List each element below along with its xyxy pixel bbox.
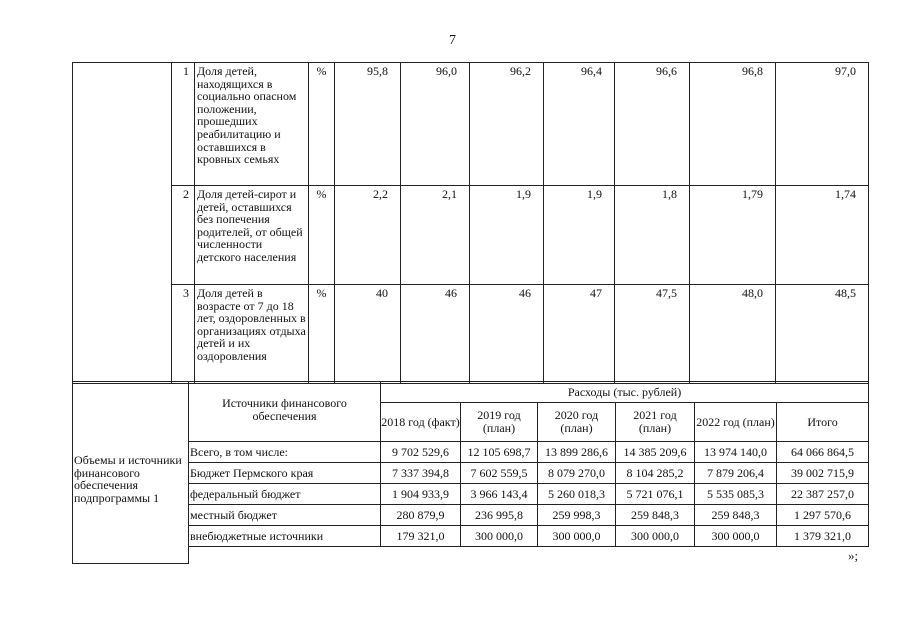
value-cell: 95,8: [335, 63, 401, 186]
indicator-name: Доля детей-сирот и детей, оставшихся без попечения родителей, от общей численности детского населения: [195, 186, 309, 285]
value-cell: 5 260 018,3: [538, 484, 616, 505]
value-cell: 96,2: [470, 63, 544, 186]
row-number: 1: [172, 63, 195, 186]
value-cell: 8 104 285,2: [616, 463, 695, 484]
unit-cell: %: [309, 63, 335, 186]
value-cell: 1 379 321,0: [777, 526, 869, 547]
table-row: [73, 463, 869, 484]
row-number: 3: [172, 285, 195, 384]
value-cell: 97,0: [776, 63, 869, 186]
value-cell: 280 879,9: [381, 505, 461, 526]
value-cell: 259 998,3: [538, 505, 616, 526]
value-cell: 14 385 209,6: [616, 442, 695, 463]
spacer-cell: [189, 547, 869, 564]
unit-cell: %: [309, 186, 335, 285]
table-row: [73, 547, 869, 564]
value-cell: 96,6: [615, 63, 690, 186]
closing-mark: »;: [848, 548, 859, 563]
source-label: федеральный бюджет: [189, 484, 381, 505]
value-cell: 1,74: [776, 186, 869, 285]
indicator-name: Доля детей, находящихся в социально опасном положении, прошедших реабилитацию и оставшихся в кровных семьях: [195, 63, 309, 186]
value-cell: 1 297 570,6: [777, 505, 869, 526]
table-row: [73, 442, 869, 463]
value-cell: 2,2: [335, 186, 401, 285]
value-cell: 39 002 715,9: [777, 463, 869, 484]
value-cell: 300 000,0: [538, 526, 616, 547]
value-cell: 13 974 140,0: [695, 442, 777, 463]
value-cell: 46: [470, 285, 544, 384]
value-cell: 259 848,3: [695, 505, 777, 526]
empty-cell: [73, 63, 172, 384]
indicator-name: Доля детей в возрасте от 7 до 18 лет, оздоровленных в организациях отдыха детей и их оздоровления: [195, 285, 309, 384]
value-cell: 5 721 076,1: [616, 484, 695, 505]
value-cell: 48,0: [690, 285, 776, 384]
page-number: 7: [449, 33, 456, 48]
value-cell: 1,9: [470, 186, 544, 285]
value-cell: 8 079 270,0: [538, 463, 616, 484]
value-cell: 1 904 933,9: [381, 484, 461, 505]
source-label: местный бюджет: [189, 505, 381, 526]
row-number: 2: [172, 186, 195, 285]
value-cell: 1,9: [544, 186, 615, 285]
year-header: 2022 год (план): [695, 403, 777, 442]
year-header: 2019 год (план): [461, 403, 538, 442]
value-cell: 259 848,3: [616, 505, 695, 526]
source-label: Бюджет Пермского края: [189, 463, 381, 484]
value-cell: 47,5: [615, 285, 690, 384]
table-row: [73, 285, 869, 384]
source-label: внебюджетные источники: [189, 526, 381, 547]
indicators-table: [72, 62, 869, 384]
value-cell: 96,4: [544, 63, 615, 186]
section-label: Объемы и источники финансового обеспечения подпрограммы 1: [73, 382, 189, 564]
value-cell: 40: [335, 285, 401, 384]
value-cell: 1,8: [615, 186, 690, 285]
table-row: [73, 484, 869, 505]
total-header: Итого: [777, 403, 869, 442]
table-row: [73, 186, 869, 285]
table-row: [73, 382, 869, 403]
value-cell: 179 321,0: [381, 526, 461, 547]
value-cell: 12 105 698,7: [461, 442, 538, 463]
expenses-header: Расходы (тыс. рублей): [381, 382, 869, 403]
value-cell: 2,1: [401, 186, 470, 285]
value-cell: 64 066 864,5: [777, 442, 869, 463]
value-cell: 300 000,0: [695, 526, 777, 547]
value-cell: 300 000,0: [461, 526, 538, 547]
year-header: 2018 год (факт): [381, 403, 461, 442]
value-cell: 48,5: [776, 285, 869, 384]
value-cell: 96,8: [690, 63, 776, 186]
table-row: [73, 63, 869, 186]
value-cell: 300 000,0: [616, 526, 695, 547]
value-cell: 13 899 286,6: [538, 442, 616, 463]
value-cell: 47: [544, 285, 615, 384]
year-header: 2021 год (план): [616, 403, 695, 442]
value-cell: 5 535 085,3: [695, 484, 777, 505]
finance-table: [72, 381, 869, 564]
sources-header: Источники финансового обеспечения: [189, 382, 381, 442]
value-cell: 7 602 559,5: [461, 463, 538, 484]
source-label: Всего, в том числе:: [189, 442, 381, 463]
table-row: [73, 526, 869, 547]
value-cell: 7 879 206,4: [695, 463, 777, 484]
value-cell: 96,0: [401, 63, 470, 186]
year-header: 2020 год (план): [538, 403, 616, 442]
value-cell: 236 995,8: [461, 505, 538, 526]
unit-cell: %: [309, 285, 335, 384]
table-row: [73, 505, 869, 526]
value-cell: 46: [401, 285, 470, 384]
value-cell: 9 702 529,6: [381, 442, 461, 463]
value-cell: 1,79: [690, 186, 776, 285]
value-cell: 3 966 143,4: [461, 484, 538, 505]
value-cell: 22 387 257,0: [777, 484, 869, 505]
value-cell: 7 337 394,8: [381, 463, 461, 484]
